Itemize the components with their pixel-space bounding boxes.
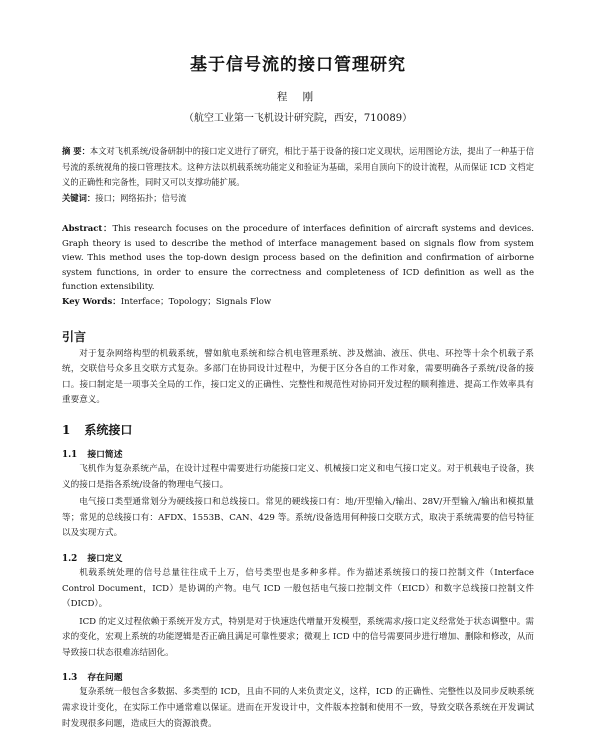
subsection-heading: [62, 447, 534, 460]
paragraph: 复杂系统一般包含多数据、多类型的 ICD，且由不同的人来负责定义，这样，ICD 的正确性、完整性以及同步反映系统需求设计变化，在实际工作中通常难以保证。进而在开发设计中，文件版本控制和使用不一致，导致交联各系统在开发调试时发现很多问题，造成巨大的资源浪费。: [62, 687, 534, 729]
abstract-en-label: Abstract：: [62, 224, 113, 234]
paper-title: 基于信号流的接口管理研究: [190, 55, 406, 75]
section-1-heading: [62, 421, 534, 438]
keywords-cn-label: 关键词：: [62, 192, 96, 203]
keywords-cn-text: 接口；网络拓扑；信号流: [95, 192, 187, 203]
subsection-number: 1.2: [62, 553, 78, 564]
subsection-heading: [62, 551, 534, 564]
paragraph: 飞机作为复杂系统产品，在设计过程中需要进行功能接口定义、机械接口定义和电气接口定义。对于机载电子设备，狭义的接口是指各系统/设备的物理电气接口。: [62, 463, 534, 490]
abstract-cn: [62, 144, 534, 206]
subsection-heading: [62, 670, 534, 683]
abstract-cn-label: 摘 要：: [62, 146, 90, 156]
subsection-title: 接口简述: [87, 449, 123, 460]
paragraph: ICD 的定义过程依赖于系统开发方式，特别是对于快速迭代增量开发模型，系统需求/接口定义经常处于状态调整中。需求的变化，宏观上系统的功能逻辑是否正确且满足可靠性要求；微观上 ICD 中的信号需要同步进行增加、删除和修改，从而导致接口状态很难冻结固化。: [62, 616, 534, 658]
subsection-title: 接口定义: [87, 553, 123, 564]
author: 程 刚: [276, 91, 320, 103]
keywords-en: [62, 295, 534, 310]
intro-paragraph: 对于复杂网络构型的机载系统，譬如航电系统和综合机电管理系统、涉及燃油、液压、供电、环控等十余个机载子系统，交联信号众多且交联方式复杂。多部门在协同设计过程中，为便于区分各自的工作对象，需要明确各子系统/设备的接口。接口制定是一项事关全局的工作，接口定义的正确性、完整性和规范性对协同开发过程的顺利推进、提高工作效率具有重要意义。: [62, 348, 534, 406]
intro-heading: 引言: [62, 329, 87, 344]
section-1-title: 系统接口: [84, 422, 133, 437]
subsection-title: 存在问题: [87, 673, 123, 684]
abstract-en: [62, 222, 534, 310]
subsection-number: 1.3: [62, 673, 78, 684]
paragraph: 电气接口类型通常划分为硬线接口和总线接口。常见的硬线接口有：地/开型输入/输出、28V/开型输入/输出和模拟量等；常见的总线接口有：AFDX、1553B、CAN、429 等。系统/设备选用何种接口交联方式，取决于系统需要的信号特征以及实现方式。: [62, 497, 534, 539]
subsection-1-3: [62, 670, 534, 732]
section-1-number: 1: [62, 422, 71, 437]
abstract-cn-text: 本文对飞机系统/设备研制中的接口定义进行了研究，相比于基于设备的接口定义现状，运用图论方法，提出了一种基于信号流的系统视角的接口管理技术。这种方法以机载系统功能定义和验证为基础，采用自顶向下的设计流程，从而保证 ICD 文档定义的正确性和完备性，同时又可以支撑功能扩展。: [62, 146, 534, 187]
subsection-1-2: [62, 551, 534, 662]
subsection-number: 1.1: [62, 449, 78, 460]
abstract-en-text: This research focuses on the procedure of interfaces definition of aircraft systems and devices. Graph theory is used to describe the method of interface management based on signals flow from system view. This method uses the top-down design process based on the definition and confirmation of airborne system functions, in order to ensure the correctness and completeness of ICD definition as well as the function extensibility.: [62, 224, 534, 293]
keywords-en-label: Key Words：: [62, 296, 121, 307]
affiliation: （航空工业第一飞机设计研究院，西安，710089）: [183, 113, 413, 124]
subsection-1-1: [62, 447, 534, 542]
keywords-cn: [62, 191, 534, 207]
keywords-en-text: Interface；Topology；Signals Flow: [120, 296, 272, 307]
paragraph: 机载系统处理的信号总量往往成千上万，信号类型也是多种多样。作为描述系统接口的接口控制文件（Interface Control Document，ICD）是协调的产物。电气 ICD 一般包括电气接口控制文件（EICD）和数字总线接口控制文件（DICD）。: [62, 567, 534, 610]
